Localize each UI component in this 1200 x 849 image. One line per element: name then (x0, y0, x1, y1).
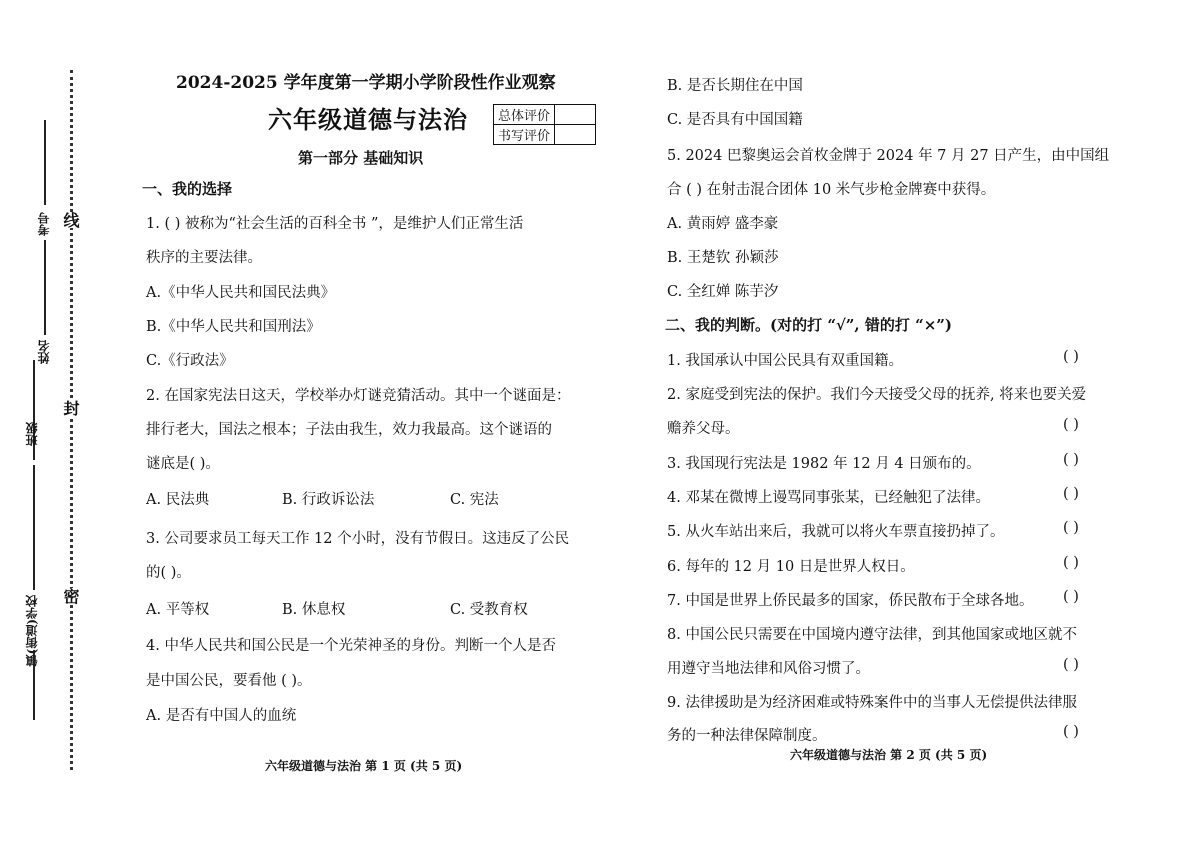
q4-line1: 4. 中华人民共和国公民是一个光荣神圣的身份。判断一个人是否 (146, 638, 556, 654)
q1-option-b: B.《中华人民共和国刑法》 (146, 319, 321, 335)
judge2-line1: 2. 家庭受到宪法的保护。我们今天接受父母的抚养, 将来也要关爱 (667, 387, 1087, 403)
name-label: 姓名 (37, 340, 51, 364)
school-label: 镇(街道)学校 (25, 595, 39, 667)
exam-no-line (44, 120, 46, 205)
seal-char-line: 线 (61, 212, 80, 228)
judge9-answer[interactable]: ( ) (1063, 724, 1079, 740)
q5-option-b: B. 王楚钦 孙颖莎 (667, 250, 779, 266)
q4-option-a: A. 是否有中国人的血统 (146, 708, 297, 724)
eval-writing-label: 书写评价 (494, 125, 555, 145)
judge9-line1: 9. 法律援助是为经济困难或特殊案件中的当事人无偿提供法律服 (667, 695, 1077, 711)
q1-line2: 秩序的主要法律。 (146, 250, 262, 266)
seal-dotted-line (70, 70, 73, 770)
class-line-lower (33, 465, 35, 590)
section1-title: 一、我的选择 (142, 180, 233, 198)
q2-option-c: C. 宪法 (450, 492, 499, 508)
eval-total-label: 总体评价 (494, 105, 555, 125)
judge1: 1. 我国承认中国公民具有双重国籍。 (667, 353, 903, 369)
judge7-answer[interactable]: ( ) (1063, 589, 1079, 605)
q4-option-c: C. 是否具有中国国籍 (667, 112, 803, 128)
q5-option-c: C. 全红婵 陈芋汐 (667, 284, 779, 300)
q2-line3: 谜底是( )。 (146, 456, 220, 472)
judge9-line2: 务的一种法律保障制度。 (667, 728, 827, 744)
class-label: 班级 (25, 422, 39, 446)
exam-no-label: 考号 (37, 212, 51, 236)
evaluation-table (493, 104, 596, 145)
name-line (44, 240, 46, 335)
seal-char-seal: 封 (61, 400, 80, 416)
q3-line1: 3. 公司要求员工每天工作 12 个小时，没有节假日。这违反了公民 (146, 531, 570, 547)
judge4: 4. 邓某在微博上谩骂同事张某，已经触犯了法律。 (667, 490, 990, 506)
judge1-answer[interactable]: ( ) (1063, 349, 1079, 365)
q3-line2: 的( )。 (146, 565, 191, 581)
judge8-line2: 用遵守当地法律和风俗习惯了。 (667, 661, 870, 677)
q3-option-b: B. 休息权 (282, 602, 346, 618)
page1-footer: 六年级道德与法治 第 1 页 (共 5 页) (265, 759, 463, 773)
q1-line1: 1. ( ) 被称为“社会生活的百科全书 ”，是维护人们正常生活 (146, 216, 524, 232)
q1-option-c: C.《行政法》 (146, 353, 234, 369)
page2-footer: 六年级道德与法治 第 2 页 (共 5 页) (790, 748, 988, 762)
judge5-answer[interactable]: ( ) (1063, 520, 1079, 536)
judge7: 7. 中国是世界上侨民最多的国家，侨民散布于全球各地。 (667, 593, 1034, 609)
q3-option-c: C. 受教育权 (450, 602, 528, 618)
judge6: 6. 每年的 12 月 10 日是世界人权日。 (667, 559, 915, 575)
judge4-answer[interactable]: ( ) (1063, 486, 1079, 502)
seal-char-secret: 密 (61, 588, 80, 604)
q5-line1: 5. 2024 巴黎奥运会首枚金牌于 2024 年 7 月 27 日产生，由中国组 (667, 148, 1110, 164)
eval-writing-cell[interactable] (555, 125, 596, 145)
part-title: 第一部分 基础知识 (298, 149, 424, 167)
judge3-answer[interactable]: ( ) (1063, 452, 1079, 468)
q5-option-a: A. 黄雨婷 盛李豪 (667, 216, 779, 232)
eval-total-cell[interactable] (555, 105, 596, 125)
q1-option-a: A.《中华人民共和国民法典》 (146, 285, 336, 301)
q3-option-a: A. 平等权 (146, 602, 210, 618)
judge5: 5. 从火车站出来后，我就可以将火车票直接扔掉了。 (667, 524, 1005, 540)
q2-line2: 排行老大，国法之根本；子法由我生，效力我最高。这个谜语的 (146, 422, 552, 438)
judge8-line1: 8. 中国公民只需要在中国境内遵守法律，到其他国家或地区就不 (667, 627, 1077, 643)
subject-title: 六年级道德与法治 (268, 105, 468, 134)
school-line (33, 650, 35, 720)
q4-option-b: B. 是否长期住在中国 (667, 78, 803, 94)
q2-option-a: A. 民法典 (146, 492, 210, 508)
judge6-answer[interactable]: ( ) (1063, 555, 1079, 571)
judge2-answer[interactable]: ( ) (1063, 417, 1079, 433)
q2-line1: 2. 在国家宪法日这天，学校举办灯谜竞猜活动。其中一个谜面是： (146, 388, 571, 404)
section2-title: 二、我的判断。(对的打 “√”, 错的打 “×”) (665, 316, 953, 334)
q4-line2: 是中国公民，要看他 ( )。 (146, 673, 312, 689)
q2-option-b: B. 行政诉讼法 (282, 492, 375, 508)
judge8-answer[interactable]: ( ) (1063, 657, 1079, 673)
judge2-line2: 赡养父母。 (667, 421, 740, 437)
q5-line2: 合 ( ) 在射击混合团体 10 米气步枪金牌赛中获得。 (667, 182, 996, 198)
judge3: 3. 我国现行宪法是 1982 年 12 月 4 日颁布的。 (667, 456, 981, 472)
exam-title: 2024-2025 学年度第一学期小学阶段性作业观察 (176, 73, 556, 93)
